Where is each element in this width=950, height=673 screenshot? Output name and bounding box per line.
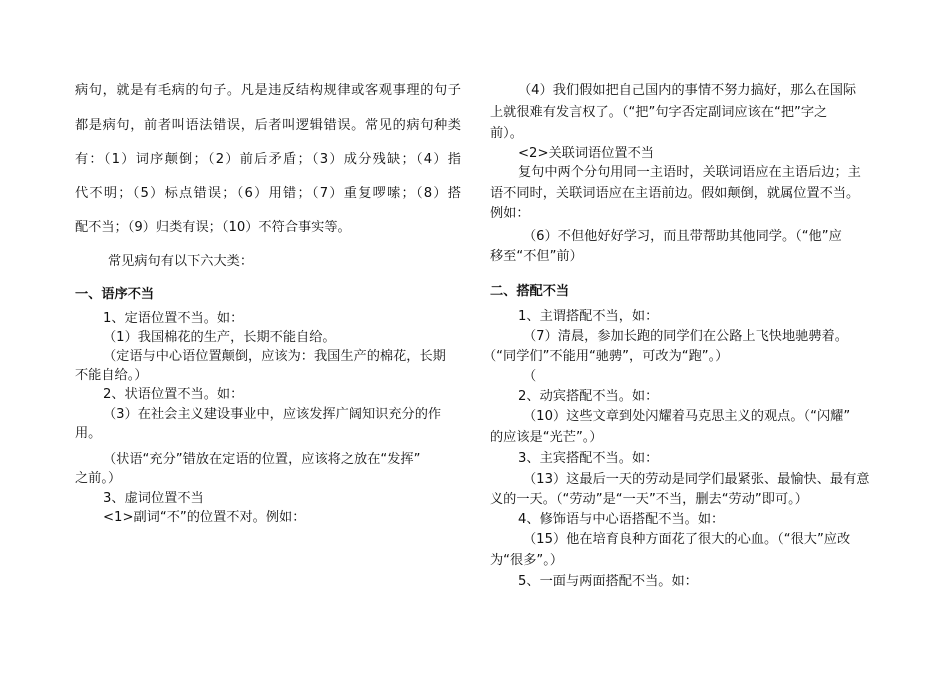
item-verb-object: 2、动宾搭配不当。如： <box>518 389 659 404</box>
subitem-adverb-bu: <1>副词“不”的位置不对。例如： <box>103 510 306 525</box>
section-heading-collocation: 二、搭配不当 <box>490 284 570 299</box>
six-types-line: 常见病句有以下六大类： <box>108 254 254 269</box>
example-10-line-2: 的应该是“光芒”。） <box>490 430 603 445</box>
example-4-line-2: 上就很难有发言权了。（“把”句字否定副词应该在“把”字之 <box>490 105 828 120</box>
subitem-conjunction-position: <2>关联词语位置不当 <box>518 146 654 161</box>
example-15-line-2: 为“很多”。） <box>490 553 564 568</box>
note-1-line-2: 不能自给。） <box>75 368 148 383</box>
item-subject-predicate: 1、主谓搭配不当，如： <box>518 309 659 324</box>
item-attributive-position: 1、定语位置不当。如： <box>103 311 244 326</box>
example-13-line-2: 义的一天。（“劳动”是“一天”不当，删去“劳动”即可。） <box>490 492 808 507</box>
note-3-line-2: 之前。） <box>75 471 122 486</box>
example-3-line-2: 用。 <box>75 426 102 441</box>
section-heading-word-order: 一、语序不当 <box>75 287 155 302</box>
conjunction-rule-line-1: 复句中两个分句用同一主语时，关联词语应在主语后边；主 <box>518 165 861 180</box>
item-subject-object: 3、主宾搭配不当。如： <box>518 451 659 466</box>
intro-line-1: 病句，就是有毛病的句子。凡是违反结构规律或客观事理的句子 <box>75 83 461 98</box>
conjunction-rule-line-3: 例如： <box>490 206 530 221</box>
stray-parenthesis: （ <box>523 369 537 384</box>
item-one-vs-two-sides: 5、一面与两面搭配不当。如： <box>518 574 698 589</box>
note-1-line-1: （定语与中心语位置颠倒，应该为：我国生产的棉花，长期 <box>103 349 446 364</box>
example-10-line-1: （10）这些文章到处闪耀着马克思主义的观点。（“闪耀” <box>523 409 851 424</box>
item-adverbial-position: 2、状语位置不当。如： <box>103 387 244 402</box>
example-6-line-2: 移至“不但”前） <box>490 249 583 264</box>
conjunction-rule-line-2: 语不同时，关联词语应在主语前边。假如颠倒，就属位置不当。 <box>490 186 860 201</box>
example-3-line-1: （3）在社会主义建设事业中，应该发挥广阔知识充分的作 <box>103 407 442 422</box>
intro-line-4: 代不明；（5）标点错误；（6）用错；（7）重复啰嗦；（8）搭 <box>75 186 461 201</box>
intro-line-3: 有：（1）词序颠倒；（2）前后矛盾；（3）成分残缺；（4）指 <box>75 152 461 167</box>
intro-line-2: 都是病句，前者叫语法错误，后者叫逻辑错误。常见的病句种类 <box>75 118 461 133</box>
note-3-line-1: （状语“充分”错放在定语的位置，应该将之放在“发挥” <box>103 452 421 467</box>
item-function-word-position: 3、虚词位置不当 <box>103 491 204 506</box>
item-modifier-head: 4、修饰语与中心语搭配不当。如： <box>518 512 725 527</box>
note-7: （“同学们”不能用“驰骋”，可改为“跑”。） <box>483 349 729 364</box>
example-13-line-1: （13）这最后一天的劳动是同学们最紧张、最愉快、最有意 <box>523 472 870 487</box>
example-4-line-1: （4）我们假如把自己国内的事情不努力搞好，那么在国际 <box>518 83 857 98</box>
example-4-line-3: 前）。 <box>490 126 523 141</box>
example-7: （7）清晨，参加长跑的同学们在公路上飞快地驰骋着。 <box>523 329 848 344</box>
intro-line-5: 配不当；（9）归类有误；（10）不符合事实等。 <box>75 220 351 235</box>
example-6-line-1: （6）不但他好好学习，而且带帮助其他同学。（“他”应 <box>523 229 842 244</box>
example-15-line-1: （15）他在培育良种方面花了很大的心血。（“很大”应改 <box>523 532 851 547</box>
example-1: （1）我国棉花的生产，长期不能自给。 <box>103 330 336 345</box>
